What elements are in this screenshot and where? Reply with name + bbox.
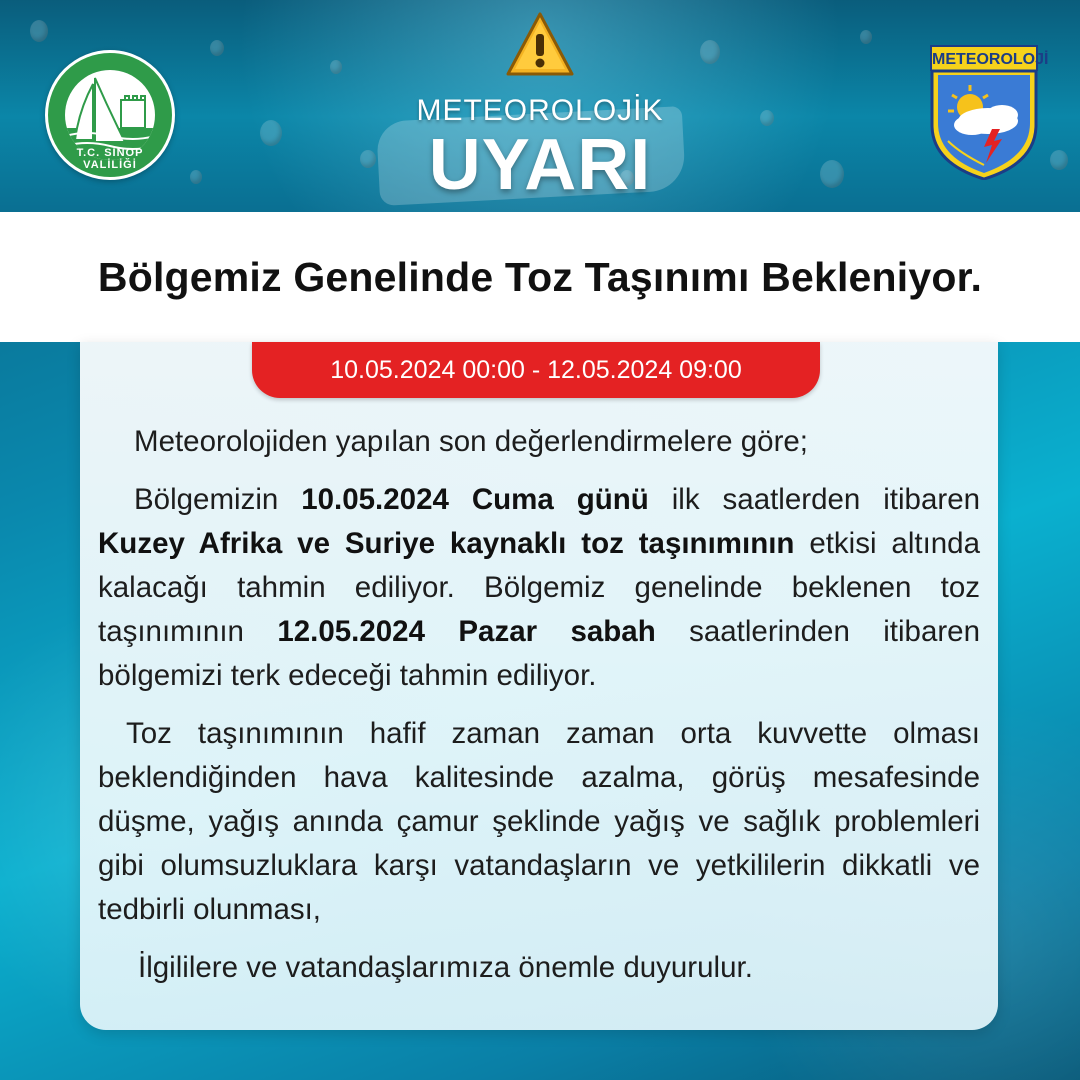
text-segment: ilk saatlerden itibaren [648, 483, 981, 516]
body-paragraph-intro: Meteorolojiden yapılan son değerlendirmelere göre; [134, 425, 808, 458]
text-segment: Bölgemizin [134, 483, 302, 516]
announcement-body [98, 420, 980, 990]
logo-ring-text: T.C. SİNOP VALİLİĞİ [76, 147, 144, 171]
body-paragraph-forecast [98, 478, 980, 698]
text-bold-date-end: 12.05.2024 Pazar sabah [277, 615, 656, 648]
body-paragraph-closing: İlgililere ve vatandaşlarımıza önemle duyurulur. [138, 951, 753, 984]
headline-bar [0, 212, 1080, 342]
text-bold-source: Kuzey Afrika ve Suriye kaynaklı toz taşınımının [98, 527, 795, 560]
header-banner [0, 0, 1080, 212]
meteoroloji-logo-text: METEOROLOJİ [930, 45, 1038, 71]
text-bold-date-start: 10.05.2024 Cuma günü [301, 483, 649, 516]
title-meteorolojik: METEOROLOJİK [416, 94, 664, 127]
headline-title: Bölgemiz Genelinde Toz Taşınımı Bekleniyor. [97, 253, 983, 300]
text-segment: etkisi altında kalacağı tahmin ediliyor. Bölgemiz genelinde beklenen toz taşınımının [98, 527, 980, 648]
title-uyari: UYARI [428, 125, 652, 205]
warning-triangle-icon [505, 10, 575, 80]
body-paragraph-warning: Toz taşınımının hafif zaman zaman orta kuvvette olması beklendiğinden hava kalitesinde azalma, görüş mesafesinde düşme, yağış anında çamur şeklinde yağış ve sağlık problemleri gibi olumsuzluklara karşı vatandaşların ve yetkililerin dikkatli ve tedbirli olunması, [98, 717, 980, 926]
meteoroloji-logo [930, 45, 1049, 180]
text-segment: saatlerinden itibaren bölgemizi terk edeceği tahmin ediliyor. [98, 615, 980, 692]
date-range-badge: 10.05.2024 00:00 - 12.05.2024 09:00 [252, 342, 820, 398]
